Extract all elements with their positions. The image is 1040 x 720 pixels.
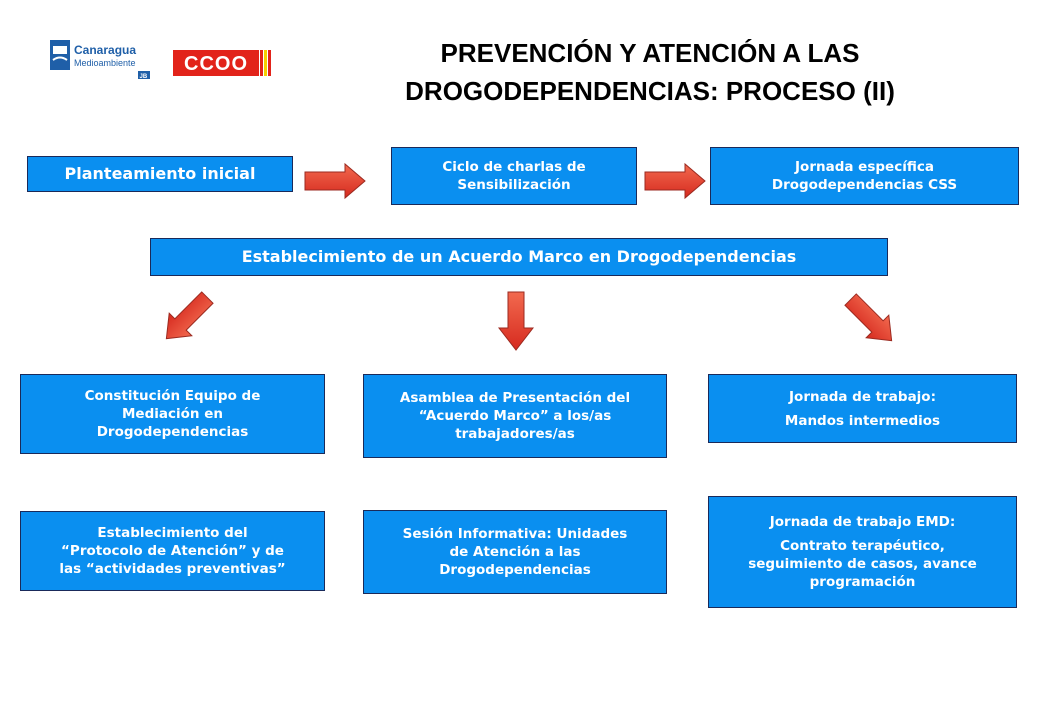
box-line: Constitución Equipo de	[84, 388, 261, 404]
page-title-line1: PREVENCIÓN Y ATENCIÓN A LAS	[440, 38, 860, 68]
box-line: de Atención a las	[449, 544, 581, 560]
box-line: programación	[809, 574, 916, 590]
box-line: Ciclo de charlas de	[442, 159, 586, 175]
box-line: Contrato terapéutico,	[780, 538, 945, 554]
box-line: Drogodependencias	[96, 424, 249, 440]
box-line: las “actividades preventivas”	[59, 561, 286, 577]
box-line: Planteamiento inicial	[64, 164, 256, 183]
box-line: Establecimiento de un Acuerdo Marco en Drogodependencias	[241, 247, 797, 266]
arrow-right-1	[305, 164, 365, 198]
box-line: Establecimiento del	[97, 525, 248, 541]
box-acuerdo-marco	[150, 238, 888, 276]
box-line: Sesión Informativa: Unidades	[402, 526, 628, 542]
box-ciclo-charlas	[391, 147, 637, 205]
box-jornada-css	[710, 147, 1019, 205]
arrow-down-right	[839, 288, 903, 352]
box-line: seguimiento de casos, avance	[748, 556, 977, 572]
box-jornada-emd	[708, 496, 1017, 608]
page-title-line2: DROGODEPENDENCIAS: PROCESO (II)	[405, 76, 895, 106]
arrow-down-left	[155, 286, 219, 350]
box-asamblea	[363, 374, 667, 458]
box-line: “Acuerdo Marco” a los/as	[418, 408, 612, 424]
box-line: Mediación en	[122, 406, 223, 422]
box-line: trabajadores/as	[455, 426, 575, 442]
box-line: Asamblea de Presentación del	[399, 390, 631, 406]
arrow-right-2	[645, 164, 705, 198]
canaragua-sub: Medioambiente	[74, 58, 136, 68]
box-equipo-mediacion	[20, 374, 325, 454]
box-line: Jornada de trabajo:	[789, 388, 936, 405]
canaragua-name: Canaragua	[74, 43, 137, 57]
box-line: Drogodependencias	[439, 562, 591, 578]
box-line: Jornada de trabajo EMD:	[769, 514, 956, 530]
ccoo-name: CCOO	[184, 53, 248, 75]
box-mandos-intermedios	[708, 374, 1017, 443]
box-line: Mandos intermedios	[784, 412, 941, 429]
box-line: Jornada específica	[795, 159, 934, 175]
box-line: Drogodependencias CSS	[771, 177, 958, 193]
box-sesion-informativa	[363, 510, 667, 594]
canaragua-tag: JB	[139, 74, 148, 80]
box-protocolo	[20, 511, 325, 591]
box-planteamiento-inicial	[27, 156, 293, 192]
arrow-down-center	[499, 292, 533, 350]
box-line: “Protocolo de Atención” y de	[61, 543, 284, 559]
box-line: Sensibilización	[457, 177, 571, 193]
